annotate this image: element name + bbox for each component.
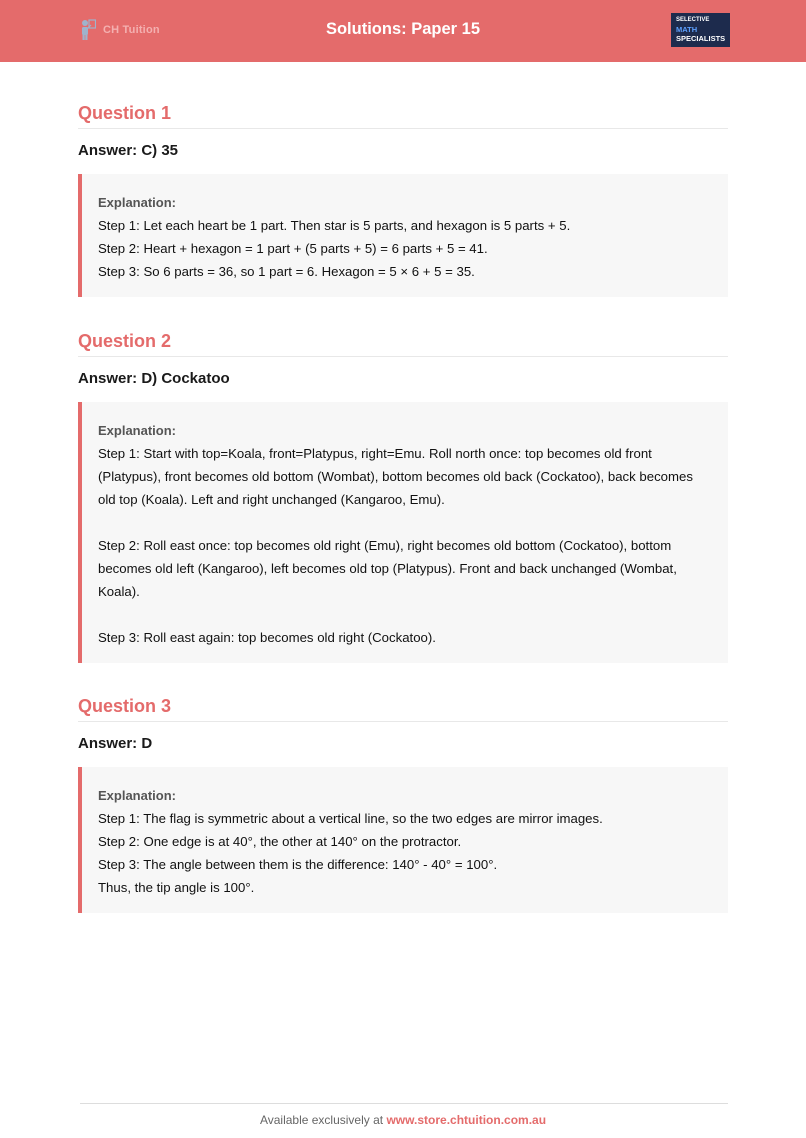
explanation-step: Step 3: So 6 parts = 36, so 1 part = 6. Hexagon = 5 × 6 + 5 = 35. bbox=[98, 264, 475, 279]
logo-left-text: CH Tuition bbox=[103, 24, 160, 36]
store-link[interactable]: www.store.chtuition.com.au bbox=[386, 1113, 547, 1127]
explanation-box bbox=[78, 767, 728, 913]
explanation-box bbox=[78, 402, 728, 663]
explanation-heading: Explanation: bbox=[98, 423, 177, 438]
explanation-step: Step 2: Roll east once: top becomes old right (Emu), right becomes old bottom (Cockatoo), bottom becomes old left (Kangaroo), left becomes old top (Platypus). Front and back unchanged (Wombat, Koala). bbox=[98, 538, 677, 599]
logo-right-line3: SPECIALISTS bbox=[676, 34, 726, 43]
question-answer: Answer: D) Cockatoo bbox=[78, 370, 230, 387]
question-section-3 bbox=[78, 689, 728, 913]
explanation-step: Step 1: Start with top=Koala, front=Platypus, right=Emu. Roll north once: top becomes old front (Platypus), front becomes old bottom (Wombat), bottom becomes old back (Cockatoo), back becomes old top (Koala). Left and right unchanged (Kangaroo, Emu). bbox=[98, 446, 693, 507]
question-section-1 bbox=[78, 96, 728, 297]
page-title: Solutions: Paper 15 bbox=[325, 20, 481, 38]
explanation-step: Step 2: One edge is at 40°, the other at 140° on the protractor. bbox=[98, 834, 462, 849]
explanation-step: Step 2: Heart + hexagon = 1 part + (5 parts + 5) = 6 parts + 5 = 41. bbox=[98, 241, 488, 256]
footer-divider bbox=[80, 1103, 728, 1104]
footer-text: Available exclusively at bbox=[259, 1113, 384, 1127]
explanation-step: Step 1: Let each heart be 1 part. Then star is 5 parts, and hexagon is 5 parts + 5. bbox=[98, 218, 571, 233]
question-answer: Answer: D bbox=[78, 735, 153, 752]
question-section-2 bbox=[78, 324, 728, 663]
question-title: Question 3 bbox=[78, 689, 728, 722]
explanation-heading: Explanation: bbox=[98, 195, 177, 210]
question-title: Question 1 bbox=[78, 96, 728, 129]
page-footer bbox=[0, 1113, 806, 1127]
question-title: Question 2 bbox=[78, 324, 728, 357]
page-header bbox=[0, 0, 806, 62]
question-answer: Answer: C) 35 bbox=[78, 142, 179, 159]
logo-right-line2: MATH bbox=[676, 25, 698, 34]
explanation-step: Thus, the tip angle is 100°. bbox=[98, 880, 255, 895]
logo-right-line1: SELECTIVE bbox=[676, 17, 710, 23]
selective-math-specialists-logo[interactable] bbox=[671, 13, 730, 47]
explanation-step: Step 3: The angle between them is the difference: 140° - 40° = 100°. bbox=[98, 857, 498, 872]
explanation-step: Step 1: The flag is symmetric about a vertical line, so the two edges are mirror images. bbox=[98, 811, 603, 826]
explanation-box bbox=[78, 174, 728, 297]
explanation-heading: Explanation: bbox=[98, 788, 177, 803]
explanation-step: Step 3: Roll east again: top becomes old right (Cockatoo). bbox=[98, 630, 436, 645]
